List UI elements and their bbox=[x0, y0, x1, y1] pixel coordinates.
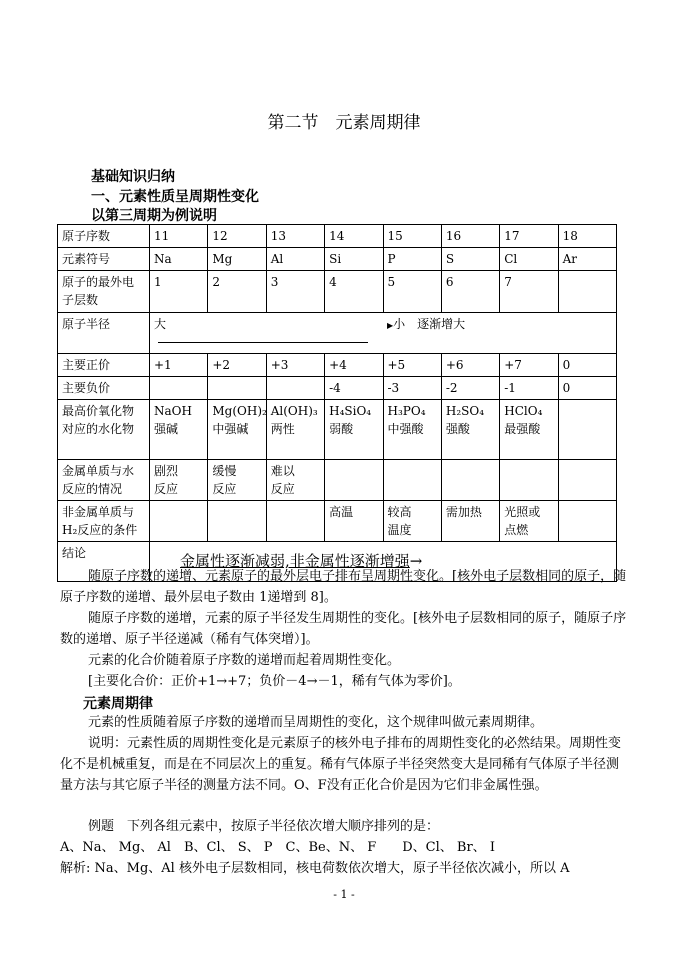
table-row bbox=[58, 354, 617, 377]
table-cell: 2 bbox=[208, 271, 266, 313]
table-cell: 较高 温度 bbox=[383, 501, 441, 542]
table-row bbox=[58, 501, 617, 542]
table-cell: 7 bbox=[500, 271, 558, 313]
table-row bbox=[58, 460, 617, 501]
table-cell bbox=[266, 501, 324, 542]
paragraph-main-valence: [主要化合价：正价+1→+7；负价－4→－1，稀有气体为零价]。 bbox=[88, 674, 461, 689]
table-cell bbox=[325, 460, 383, 501]
table-cell: 1 bbox=[150, 271, 208, 313]
table-cell: 18 bbox=[558, 225, 616, 248]
table-cell: Al bbox=[266, 248, 324, 271]
table-cell: H₂SO₄ 强酸 bbox=[441, 400, 499, 460]
table-cell bbox=[208, 377, 266, 400]
table-cell: 11 bbox=[150, 225, 208, 248]
table-cell: NaOH 强碱 bbox=[150, 400, 208, 460]
table-cell bbox=[441, 460, 499, 501]
table-cell bbox=[150, 501, 208, 542]
heading-periodic-law: 元素周期律 bbox=[83, 696, 153, 712]
row-label: 原子半径 bbox=[58, 313, 150, 354]
paragraph-example-options: A、Na、 Mg、 Al B、Cl、 S、 P C、Be、N、 F D、Cl、 Br、 I bbox=[60, 840, 495, 855]
table-row bbox=[58, 225, 617, 248]
table-cell: 高温 bbox=[325, 501, 383, 542]
paragraph-law-definition: 元素的性质随着原子序数的递增而呈周期性的变化，这个规律叫做元素周期律。 bbox=[88, 715, 544, 730]
table-cell: Na bbox=[150, 248, 208, 271]
table-cell: H₄SiO₄ 弱酸 bbox=[325, 400, 383, 460]
table-cell: +6 bbox=[441, 354, 499, 377]
table-cell bbox=[558, 400, 616, 460]
table-cell bbox=[266, 377, 324, 400]
table-cell bbox=[208, 501, 266, 542]
table-cell: +7 bbox=[500, 354, 558, 377]
table-cell: 17 bbox=[500, 225, 558, 248]
radius-large-label: 大 bbox=[154, 317, 167, 331]
paragraph-atomic-radius: 随原子序数的递增，元素的原子半径发生周期性的变化。[核外电子层数相同的原子，随原子序数的递增、原子半径递减（稀有气体突增）]。 bbox=[60, 611, 627, 647]
row-label: 非金属单质与H₂反应的条件 bbox=[58, 501, 150, 542]
table-cell bbox=[383, 460, 441, 501]
row-label: 原子序数 bbox=[58, 225, 150, 248]
table-row bbox=[58, 377, 617, 400]
table-cell: 6 bbox=[441, 271, 499, 313]
table-cell bbox=[558, 501, 616, 542]
radius-end-cell bbox=[383, 313, 617, 354]
table-cell: 12 bbox=[208, 225, 266, 248]
table-cell: P bbox=[383, 248, 441, 271]
table-cell: +1 bbox=[150, 354, 208, 377]
table-cell bbox=[500, 460, 558, 501]
periodic-properties-table bbox=[57, 224, 617, 582]
radius-start-cell bbox=[150, 313, 384, 354]
table-cell: -1 bbox=[500, 377, 558, 400]
radius-arrow-icon bbox=[158, 342, 368, 343]
table-cell: 剧烈 反应 bbox=[150, 460, 208, 501]
table-cell: 14 bbox=[325, 225, 383, 248]
table-cell: Cl bbox=[500, 248, 558, 271]
table-cell: 13 bbox=[266, 225, 324, 248]
paragraph-electron-layout: 随原子序数的递增、元素原子的最外层电子排布呈周期性变化。[核外电子层数相同的原子，随原子序数的递增、最外层电子数由 1递增到 8]。 bbox=[60, 569, 627, 605]
table-cell: 缓慢 反应 bbox=[208, 460, 266, 501]
conclusion-text: 金属性逐渐减弱,非金属性逐渐增强 bbox=[180, 552, 410, 570]
table-row bbox=[58, 400, 617, 460]
table-cell: +3 bbox=[266, 354, 324, 377]
table-cell: 5 bbox=[383, 271, 441, 313]
table-cell: Ar bbox=[558, 248, 616, 271]
paragraph-valence: 元素的化合价随着原子序数的递增而起着周期性变化。 bbox=[88, 653, 401, 668]
table-cell: +4 bbox=[325, 354, 383, 377]
row-label: 主要负价 bbox=[58, 377, 150, 400]
table-cell: -3 bbox=[383, 377, 441, 400]
heading-basic-knowledge: 基础知识归纳 bbox=[91, 169, 175, 185]
heading-periodic-change: 一、元素性质呈周期性变化 bbox=[91, 189, 259, 205]
row-label: 元素符号 bbox=[58, 248, 150, 271]
table-cell: -4 bbox=[325, 377, 383, 400]
row-label: 金属单质与水反应的情况 bbox=[58, 460, 150, 501]
row-label: 原子的最外电子层数 bbox=[58, 271, 150, 313]
table-cell: Mg(OH)₂ 中强碱 bbox=[208, 400, 266, 460]
table-cell bbox=[558, 271, 616, 313]
table-cell: 0 bbox=[558, 377, 616, 400]
paragraph-example-analysis: 解析: Na、Mg、Al 核外电子层数相同，核电荷数依次增大，原子半径依次减小，所以 A bbox=[60, 861, 570, 876]
table-cell: 需加热 bbox=[441, 501, 499, 542]
table-row bbox=[58, 248, 617, 271]
page-title: 第二节 元素周期律 bbox=[267, 113, 421, 133]
radius-arrowhead-icon: ▶ bbox=[387, 321, 394, 330]
paragraph-example-question: 例题 下列各组元素中，按原子半径依次增大顺序排列的是： bbox=[88, 819, 440, 834]
table-cell: 光照或 点燃 bbox=[500, 501, 558, 542]
conclusion-arrow-icon: → bbox=[409, 552, 423, 570]
table-cell: S bbox=[441, 248, 499, 271]
table-cell: +5 bbox=[383, 354, 441, 377]
table-row bbox=[58, 313, 617, 354]
table-cell: 难以 反应 bbox=[266, 460, 324, 501]
table-cell: 15 bbox=[383, 225, 441, 248]
page-number: - 1 - bbox=[333, 888, 355, 901]
paragraph-law-explanation: 说明：元素性质的周期性变化是元素原子的核外电子排布的周期性变化的必然结果。周期性变化不是机械重复，而是在不同层次上的重复。稀有气体原子半径突然变大是同稀有气体原子半径测量方法与其它原子半径的测量方法不同。O、F没有正化合价是因为它们非金属性强。 bbox=[60, 736, 622, 793]
table-cell: Si bbox=[325, 248, 383, 271]
table-cell: 0 bbox=[558, 354, 616, 377]
table-cell: HClO₄ 最强酸 bbox=[500, 400, 558, 460]
table-cell: -2 bbox=[441, 377, 499, 400]
row-label: 最高价氧化物对应的水化物 bbox=[58, 400, 150, 460]
table-cell bbox=[150, 377, 208, 400]
radius-small-label: 小 逐渐增大 bbox=[393, 317, 466, 331]
table-cell: 4 bbox=[325, 271, 383, 313]
heading-third-period: 以第三周期为例说明 bbox=[91, 208, 217, 224]
table-row bbox=[58, 271, 617, 313]
table-cell: +2 bbox=[208, 354, 266, 377]
row-label: 主要正价 bbox=[58, 354, 150, 377]
table-cell: H₃PO₄ 中强酸 bbox=[383, 400, 441, 460]
table-cell: Mg bbox=[208, 248, 266, 271]
table-cell: 16 bbox=[441, 225, 499, 248]
table-cell: Al(OH)₃ 两性 bbox=[266, 400, 324, 460]
row-label: 结论 bbox=[58, 542, 150, 582]
table-cell: 3 bbox=[266, 271, 324, 313]
table-cell bbox=[558, 460, 616, 501]
